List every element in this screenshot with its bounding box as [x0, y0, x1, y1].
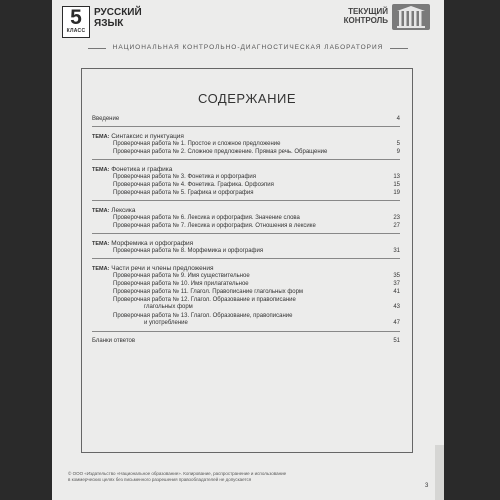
page-edge [435, 445, 444, 500]
grade-word: КЛАСС [66, 28, 86, 34]
toc-answers-text: Бланки ответов [92, 338, 136, 344]
section-divider [92, 159, 400, 160]
toc-title: СОДЕРЖАНИЕ [197, 91, 296, 106]
toc-entry-text: Проверочная работа № 4. Фонетика. Графика. Орфоэпия [113, 182, 274, 188]
page-header [52, 0, 444, 51]
toc-intro-page: 4 [396, 116, 400, 122]
section-title-text: Синтаксис и пунктуация [111, 133, 184, 140]
toc-entry-text-2: глагольных форм [144, 304, 193, 310]
toc-entry-page: 37 [393, 281, 400, 287]
toc-entry-text: Проверочная работа № 7. Лексика и орфография. Отношения в лексике [113, 223, 316, 229]
toc-entry [113, 281, 400, 288]
toc-section-title [92, 265, 214, 273]
document-page [52, 0, 444, 500]
toc-entry [113, 313, 400, 327]
toc-section-title [92, 240, 193, 248]
section-label: ТЕМА: [92, 241, 110, 247]
section-label: ТЕМА: [92, 266, 110, 272]
toc-answers [92, 338, 400, 345]
toc-section-title [92, 166, 172, 174]
toc-entry-text: Проверочная работа № 3. Фонетика и орфография [113, 174, 257, 180]
toc-intro [92, 116, 400, 123]
grade-badge [62, 6, 90, 38]
section-label: ТЕМА: [92, 208, 110, 214]
grade-number: 5 [70, 6, 82, 29]
toc-entry [113, 174, 400, 181]
control-label: ТЕКУЩИЙ КОНТРОЛЬ [343, 7, 388, 25]
toc-entry [113, 215, 400, 222]
toc-entry-page: 43 [393, 304, 400, 310]
toc-entry-text: Проверочная работа № 6. Лексика и орфография. Значение слова [113, 215, 300, 221]
toc-entry-text: Проверочная работа № 8. Морфемика и орфография [113, 248, 264, 254]
toc-entry-page: 15 [393, 182, 400, 188]
copyright-notice [68, 471, 388, 482]
toc-frame [81, 68, 413, 453]
section-title-text: Морфемика и орфография [111, 240, 194, 247]
toc-entry-text-2: и употребление [144, 320, 188, 326]
page-number: 3 [425, 483, 429, 489]
toc-entry-page: 5 [396, 141, 400, 147]
copyright-line-1: © ООО «Издательство «Национальное образование». Копирование, распространение и использование [68, 471, 287, 476]
toc-entry-text: Проверочная работа № 9. Имя существительное [113, 273, 250, 279]
section-label: ТЕМА: [92, 134, 110, 140]
copyright-line-2: в коммерческих целях без письменного разрешения правообладателей не допускается [68, 476, 252, 482]
toc-entry-page: 31 [393, 248, 400, 254]
toc-entry-text: Проверочная работа № 10. Имя прилагательное [113, 281, 249, 287]
toc-entry-page: 13 [393, 174, 400, 180]
toc-section-title [92, 207, 136, 215]
toc-entry-page: 41 [393, 289, 400, 295]
section-title-text: Фонетика и графика [111, 166, 173, 173]
toc-entry-page: 23 [393, 215, 400, 221]
section-divider [92, 233, 400, 234]
toc-entry [113, 141, 400, 148]
toc-entry-page: 19 [393, 190, 400, 196]
section-divider [92, 258, 400, 259]
toc-entry [113, 297, 400, 311]
toc-entry-text: Проверочная работа № 11. Глагол. Правописание глагольных форм [113, 289, 304, 295]
toc-entry [113, 149, 400, 156]
toc-entry-text: Проверочная работа № 5. Графика и орфография [113, 190, 254, 196]
section-divider [92, 331, 400, 332]
section-title-text: Части речи и члены предложения [111, 265, 214, 272]
toc-entry [113, 190, 400, 197]
toc-answers-page: 51 [393, 338, 400, 344]
toc-entry-text: Проверочная работа № 13. Глагол. Образование, правописание [113, 313, 293, 319]
section-title-text: Лексика [111, 207, 136, 214]
section-divider [92, 200, 400, 201]
toc-entry [113, 182, 400, 189]
toc-entry [113, 248, 400, 255]
toc-entry [113, 273, 400, 280]
columns-logo-icon [392, 4, 430, 30]
section-divider [92, 126, 400, 127]
toc-section-title [92, 133, 184, 141]
toc-entry-page: 47 [393, 320, 400, 326]
toc-entry [113, 223, 400, 230]
toc-intro-text: Введение [92, 116, 120, 122]
toc-entry-text: Проверочная работа № 12. Глагол. Образование и правописание [113, 297, 296, 303]
section-label: ТЕМА: [92, 167, 110, 173]
toc-entry [113, 289, 400, 296]
toc-entry-page: 9 [396, 149, 400, 155]
subject-title: РУССКИЙ ЯЗЫК [94, 7, 142, 29]
toc-entry-text: Проверочная работа № 1. Простое и сложное предложение [113, 141, 281, 147]
toc-entry-text: Проверочная работа № 2. Сложное предложение. Прямая речь. Обращение [113, 149, 328, 155]
lab-name: НАЦИОНАЛЬНАЯ КОНТРОЛЬНО-ДИАГНОСТИЧЕСКАЯ ЛАБОРАТОРИЯ [52, 44, 444, 51]
toc-entry-page: 35 [393, 273, 400, 279]
toc-entry-page: 27 [393, 223, 400, 229]
